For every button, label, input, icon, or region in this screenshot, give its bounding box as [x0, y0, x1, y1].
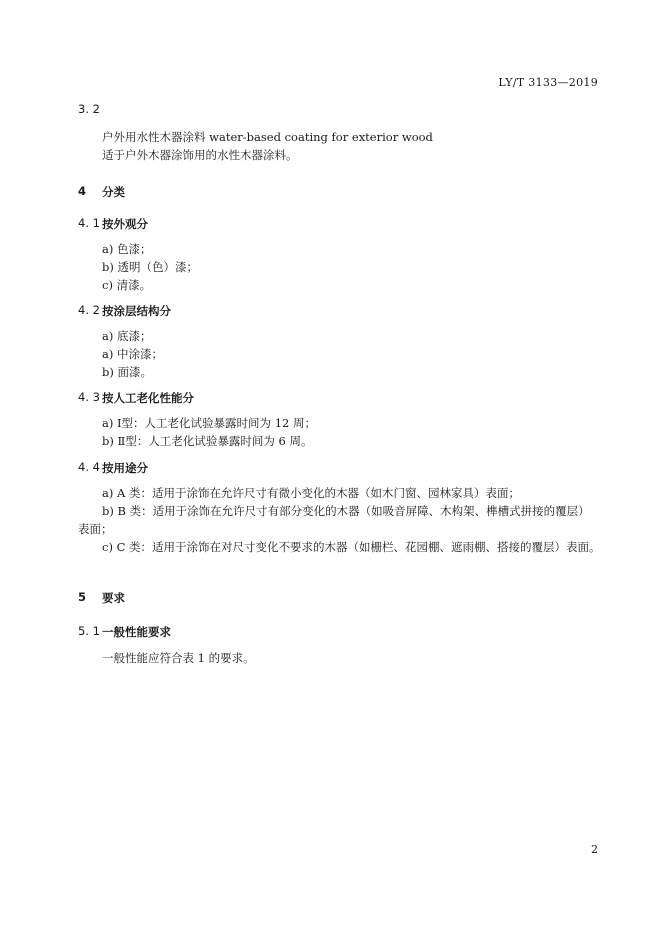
list-item: a) Ⅰ型：人工老化试验暴露时间为 12 周； — [102, 416, 316, 430]
section-4-2-number: 4. 2 — [78, 303, 100, 317]
section-4-3-number: 4. 3 — [78, 390, 100, 404]
section-4-4-title: 按用途分 — [102, 461, 148, 475]
section-4-2-title: 按涂层结构分 — [102, 304, 171, 318]
section-4-3-title: 按人工老化性能分 — [102, 391, 194, 405]
section-4-1-number: 4. 1 — [78, 216, 100, 230]
section-5-1-title: 一般性能要求 — [102, 625, 171, 639]
list-item: b) 面漆。 — [102, 365, 153, 379]
section-5-1-text: 一般性能应符合表 1 的要求。 — [102, 651, 255, 665]
list-item: a) 色漆； — [102, 242, 152, 256]
list-item-continuation: 表面； — [78, 522, 113, 536]
section-3-2-number: 3. 2 — [78, 102, 100, 116]
list-item: a) A 类：适用于涂饰在允许尺寸有微小变化的木器（如木门窗、园林家具）表面； — [102, 486, 520, 500]
section-4-1-title: 按外观分 — [102, 217, 148, 231]
list-item: b) Ⅱ型：人工老化试验暴露时间为 6 周。 — [102, 434, 313, 448]
section-5-title: 要求 — [102, 591, 125, 605]
list-item: b) 透明（色）漆； — [102, 260, 199, 274]
section-4-title: 分类 — [102, 185, 125, 199]
section-5-1-number: 5. 1 — [78, 624, 100, 638]
list-item: c) C 类：适用于涂饰在对尺寸变化不要求的木器（如栅栏、花园棚、遮雨棚、搭接的覆层）表面。 — [102, 540, 601, 554]
section-4-4-number: 4. 4 — [78, 460, 100, 474]
list-item: b) B 类：适用于涂饰在允许尺寸有部分变化的木器（如吸音屏障、木构架、榫槽式拼接的覆层） — [102, 504, 590, 518]
list-item: a) 底漆； — [102, 329, 152, 343]
section-4-number: 4 — [78, 184, 87, 198]
section-5-number: 5 — [78, 590, 87, 604]
page-number: 2 — [591, 843, 598, 856]
section-3-2-term: 户外用水性木器涂料 water-based coating for exterior wood — [102, 130, 433, 144]
document-code-header: LY/T 3133—2019 — [498, 76, 598, 89]
section-3-2-definition: 适于户外木器涂饰用的水性木器涂料。 — [102, 148, 298, 162]
list-item: a) 中涂漆； — [102, 347, 163, 361]
list-item: c) 清漆。 — [102, 278, 152, 292]
